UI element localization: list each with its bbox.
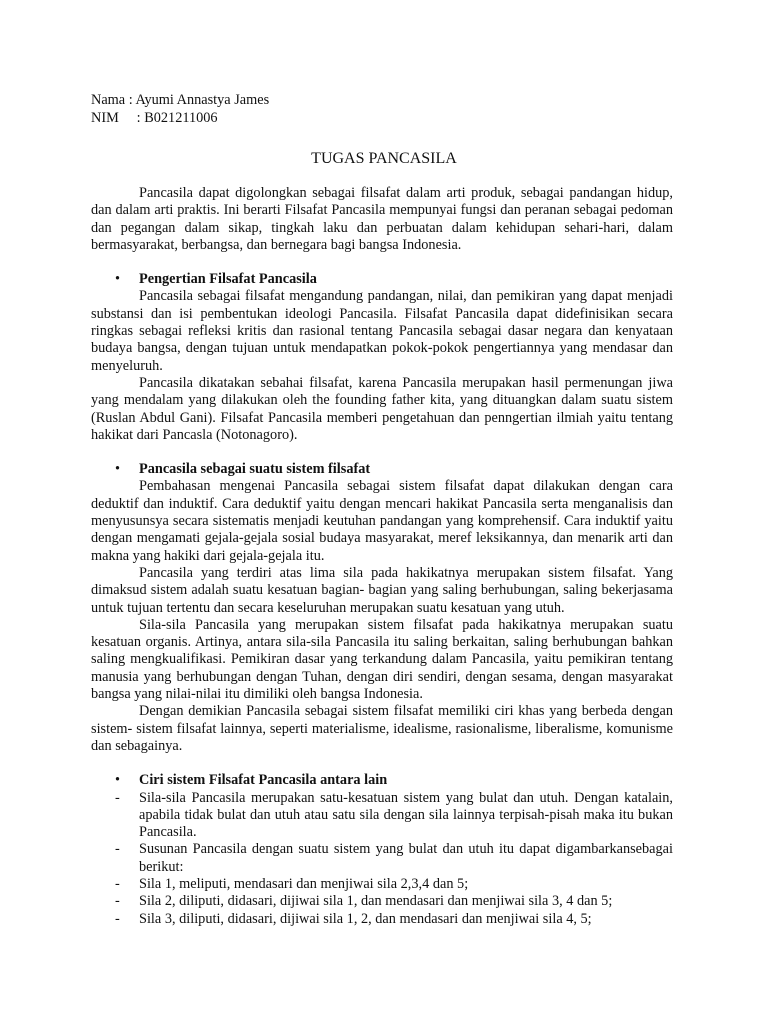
section-ciri-sistem: [91, 772, 673, 928]
student-nim-line: NIM : B021211006: [91, 110, 218, 126]
section-gap: [91, 444, 673, 461]
list-item: [91, 893, 673, 910]
list-item: [91, 841, 673, 876]
dash-icon: -: [115, 893, 120, 910]
section-paragraph: Pancasila dikatakan sebahai filsafat, karena Pancasila merupakan hasil permenungan jiwa yang mendalam yang dilakukan oleh the founding father kita, yang dituangkan dalam suatu sistem (Ruslan Abdul Gani). Filsafat Pancasila memberi pengetahuan dan penngertian ilmiah yaitu tentang hakikat dari Pancasla (Notonagoro).: [91, 374, 673, 443]
section-heading: [91, 271, 673, 288]
list-item-text: Sila 1, meliputi, mendasari dan menjiwai sila 2,3,4 dan 5;: [139, 875, 469, 892]
bullet-icon: •: [115, 271, 121, 288]
dash-icon: -: [115, 875, 120, 892]
list-item-text: Sila 3, diliputi, didasari, dijiwai sila 1, 2, dan mendasari dan menjiwai sila 4, 5;: [139, 910, 592, 927]
section-heading-text: Pancasila sebagai suatu sistem filsafat: [139, 461, 371, 478]
section-heading-text: Pengertian Filsafat Pancasila: [139, 271, 317, 288]
section-paragraph: Pancasila sebagai filsafat mengandung pandangan, nilai, dan pemikiran yang dapat menjadi substansi dan isi pembentukan ideologi Pancasila. Filsafat Pancasila dapat didefinisikan secara ringkas sebagai refleksi kritis dan rasional tentang Pancasila sebagai dasar negara dan kenyataan budaya bangsa, dengan tujuan untuk mendapatkan pokok-pokok pengertiannya yang mendasar dan menyeluruh.: [91, 288, 673, 374]
list-item-text: Sila 2, diliputi, didasari, dijiwai sila 1, dan mendasari dan menjiwai sila 3, 4 dan 5;: [139, 893, 613, 910]
intro-paragraph: Pancasila dapat digolongkan sebagai filsafat dalam arti produk, sebagai pandangan hidup, dan dalam arti praktis. Ini berarti Filsafat Pancasila mempunyai fungsi dan peranan sebagai pedoman dan pegangan dalam sikap, tingkah laku dan perbuatan dalam kehidupan sehari-hari, dalam bermasyarakat, berbangsa, dan bernegara bagi bangsa Indonesia.: [91, 185, 673, 253]
bullet-icon: •: [115, 772, 121, 789]
section-heading: [91, 461, 673, 478]
document-body: [91, 185, 673, 928]
list-item: [91, 911, 673, 928]
list-item: [91, 790, 673, 842]
dash-icon: -: [115, 789, 120, 806]
list-item: [91, 876, 673, 893]
section-heading: [91, 772, 673, 789]
student-name-line: Nama : Ayumi Annastya James: [91, 92, 270, 108]
section-sistem-filsafat: [91, 461, 673, 755]
bullet-icon: •: [115, 461, 121, 478]
document-title: TUGAS PANCASILA: [311, 150, 457, 167]
dash-icon: -: [115, 841, 120, 858]
section-pengertian: [91, 271, 673, 444]
section-heading-text: Ciri sistem Filsafat Pancasila antara lain: [139, 772, 388, 789]
list-item-text: Sila-sila Pancasila merupakan satu-kesatuan sistem yang bulat dan utuh. Dengan katalain, apabila tidak bulat dan utuh atau satu sila dengan sila lainnya terpisah-pisah maka itu bukan Pancasila.: [139, 789, 673, 841]
section-paragraph: Pembahasan mengenai Pancasila sebagai sistem filsafat dapat dilakukan dengan cara deduktif dan induktif. Cara deduktif yaitu dengan mencari hakikat Pancasila serta menganalisis dan menyusunsya secara sistematis menjadi keutuhan pandangan yang komprehensif. Cara induktif yaitu dengan mengamati gejala-gejala sosial budaya masyarakat, meref leksikannya, dan menarik arti dan makna yang hakiki dari gejala-gejala itu.: [91, 478, 673, 564]
section-gap: [91, 755, 673, 772]
section-paragraph: Dengan demikian Pancasila sebagai sistem filsafat memiliki ciri khas yang berbeda dengan sistem- sistem filsafat lainnya, seperti materialisme, idealisme, rasionalisme, liberalisme, komunisme dan sebagainya.: [91, 703, 673, 754]
section-paragraph: Sila-sila Pancasila yang merupakan sistem filsafat pada hakikatnya merupakan suatu kesatuan organis. Artinya, antara sila-sila Pancasila itu saling berkaitan, saling berhubungan bahkan saling mengkualifikasi. Pemikiran dasar yang terkandung dalam Pancasila, yaitu pemikiran tentang manusia yang berhubungan dengan Tuhan, dengan diri sendiri, dengan sesama, dengan masyarakat bangsa yang nilai-nilai itu dimiliki oleh bangsa Indonesia.: [91, 616, 673, 703]
list-item-text: Susunan Pancasila dengan suatu sistem yang bulat dan utuh itu dapat digambarkansebagai berikut:: [139, 841, 673, 875]
section-paragraph: Pancasila yang terdiri atas lima sila pada hakikatnya merupakan sistem filsafat. Yang dimaksud sistem adalah suatu kesatuan bagian- bagian yang saling berhubungan, saling bekerjasama untuk tujuan tertentu dan secara keseluruhan merupakan suatu kesatuan yang utuh.: [91, 564, 673, 616]
dash-icon: -: [115, 910, 120, 927]
